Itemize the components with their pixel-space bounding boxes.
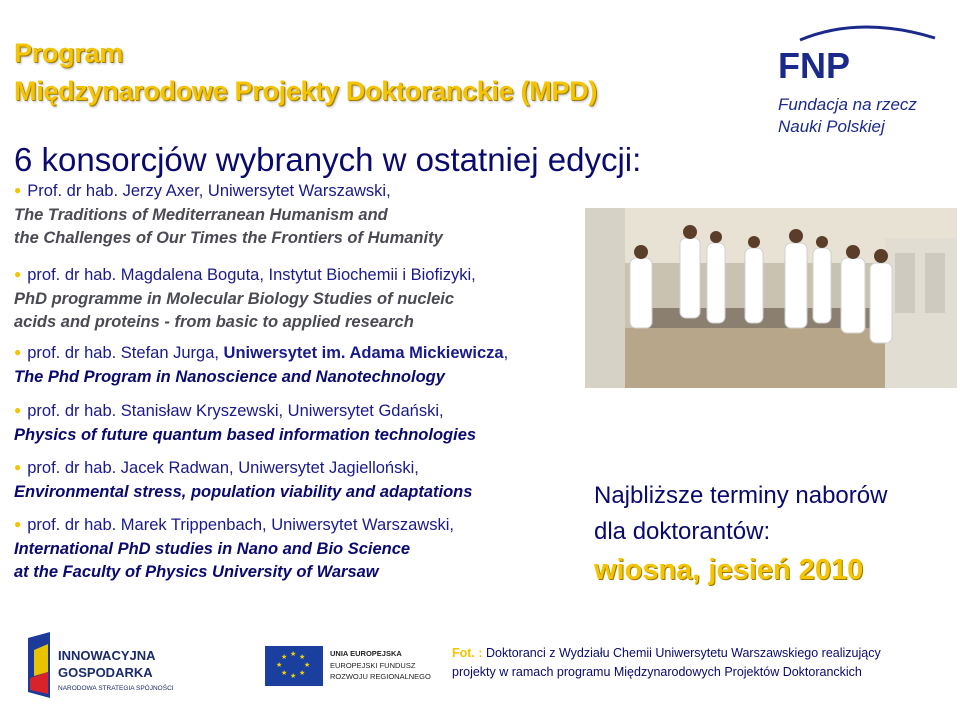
svg-text:★: ★ [299,653,306,661]
funding-logos [20,628,440,708]
svg-text:★: ★ [276,661,283,669]
deadline-date: wiosna, jesień 2010 [594,554,864,586]
svg-text:EUROPEJSKI FUNDUSZ: EUROPEJSKI FUNDUSZ [330,661,416,670]
svg-text:★: ★ [290,650,297,658]
svg-text:★: ★ [299,669,306,677]
title-line-2: Międzynarodowe Projekty Doktoranckie (MPD) [14,76,598,106]
bullet-icon: ● [14,183,22,197]
bullet-icon: ● [14,267,22,281]
lab-photo [585,208,957,388]
project-title: The Phd Program in Nanoscience and Nanotechnology [14,368,445,386]
fnp-line-2: Nauki Polskiej [778,117,885,136]
project-title: acids and proteins - from basic to applied research [14,313,414,331]
project-title: the Challenges of Our Times the Frontiers of Humanity [14,229,443,247]
svg-text:★: ★ [290,672,297,680]
list-item: ● prof. dr hab. Stanisław Kryszewski, Uniwersytet Gdański, Physics of future quantum based information technologies [14,400,584,447]
bullet-icon: ● [14,345,22,359]
project-title: Environmental stress, population viability and adaptations [14,483,473,501]
project-title: The Traditions of Mediterranean Humanism and [14,206,388,224]
bullet-icon: ● [14,460,22,474]
slide-title [14,34,744,110]
caption-text-1: Doktoranci z Wydziału Chemii Uniwersytetu Warszawskiego realizujący [482,646,881,660]
list-item: ● Prof. dr hab. Jerzy Axer, Uniwersytet Warszawski, The Traditions of Mediterranean Humanism and the Challenges of Our Times the Frontiers of Humanity [14,180,584,250]
deadline-line-2: dla doktorantów: [594,518,771,545]
bullet-icon: ● [14,517,22,531]
svg-text:ROZWOJU REGIONALNEGO: ROZWOJU REGIONALNEGO [330,672,431,681]
caption-label: Fot. : [452,646,483,660]
svg-text:★: ★ [281,669,288,677]
svg-text:NARODOWA STRATEGIA SPÓJNOŚCI: NARODOWA STRATEGIA SPÓJNOŚCI [58,685,174,692]
svg-text:★: ★ [304,661,311,669]
list-item: ● prof. dr hab. Magdalena Boguta, Instytut Biochemii i Biofizyki, PhD programme in Molecular Biology Studies of nucleic acids and proteins - from basic to applied research [14,264,584,334]
fnp-logo [770,20,950,140]
bullet-icon: ● [14,403,22,417]
title-line-1: Program [14,38,123,68]
svg-text:INNOWACYJNA: INNOWACYJNA [58,648,156,663]
deadline-line-1: Najbliższe terminy naborów [594,482,888,509]
svg-text:★: ★ [281,653,288,661]
list-item: ● prof. dr hab. Stefan Jurga, Uniwersytet im. Adama Mickiewicza, The Phd Program in Nanoscience and Nanotechnology [14,342,584,389]
fnp-abbr: FNP [778,45,850,86]
section-subtitle: 6 konsorcjów wybranych w ostatniej edycji: [14,141,642,178]
svg-text:UNIA EUROPEJSKA: UNIA EUROPEJSKA [330,649,402,658]
project-title: PhD programme in Molecular Biology Studies of nucleic [14,290,455,308]
caption-text-2: projekty w ramach programu Międzynarodowych Projektów Doktoranckich [452,665,862,679]
eu-flag-logo [265,646,431,686]
list-item: ● prof. dr hab. Marek Trippenbach, Uniwersytet Warszawski, International PhD studies in Nano and Bio Science at the Faculty of Physics University of Warsaw [14,514,584,584]
innowacyjna-gospodarka-logo [28,632,174,698]
project-title: Physics of future quantum based information technologies [14,426,477,444]
fnp-line-1: Fundacja na rzecz [778,95,917,114]
project-title: International PhD studies in Nano and Bio Science [14,540,411,558]
svg-text:GOSPODARKA: GOSPODARKA [58,665,153,680]
list-item: ● prof. dr hab. Jacek Radwan, Uniwersytet Jagielloński, Environmental stress, population viability and adaptations [14,457,584,504]
photo-caption [452,644,952,682]
project-title: at the Faculty of Physics University of Warsaw [14,563,379,581]
deadline-box [594,478,954,590]
